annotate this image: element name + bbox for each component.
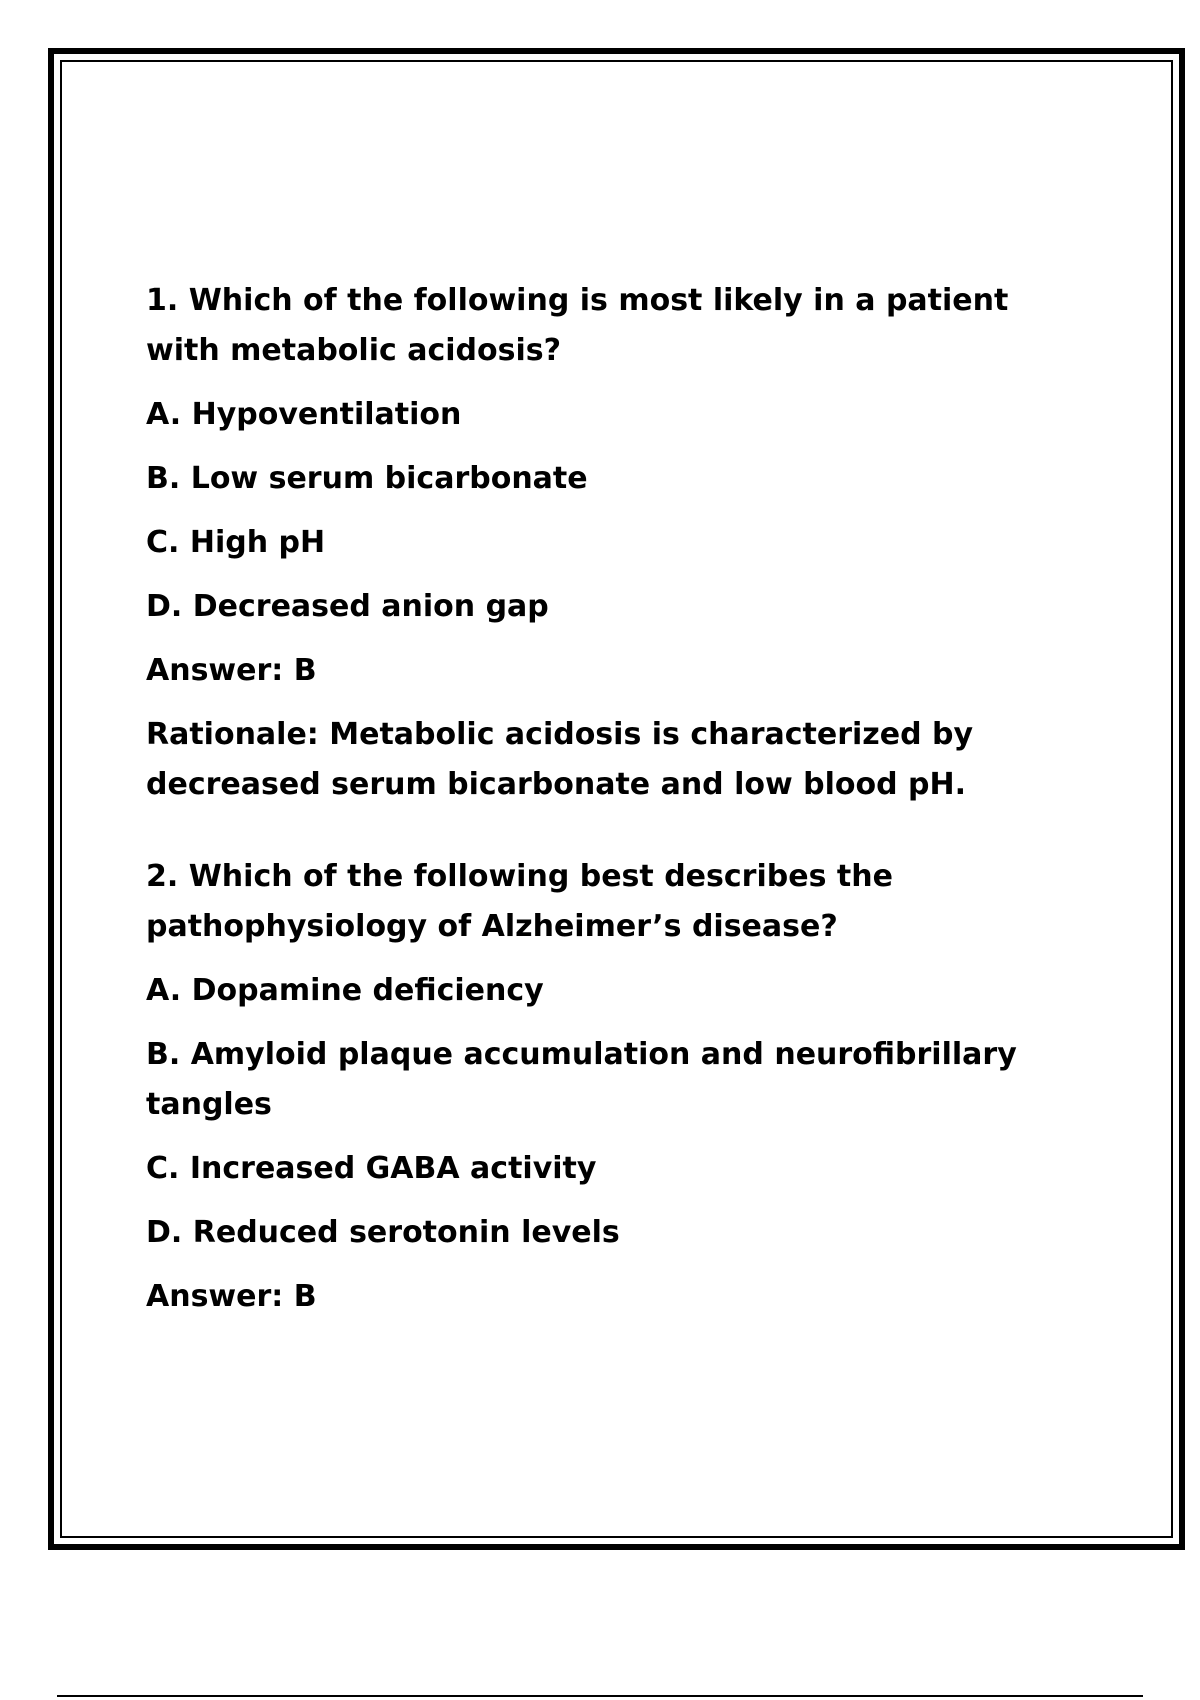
- rationale-text: Rationale: Metabolic acidosis is characterized by decreased serum bicarbonate and low blood pH.: [146, 717, 974, 802]
- option-c: C. Increased GABA activity: [146, 1151, 597, 1186]
- option-b: B. Amyloid plaque accumulation and neurofibrillary tangles: [146, 1037, 1017, 1122]
- question-block: [146, 276, 1076, 810]
- option-b: B. Low serum bicarbonate: [146, 461, 588, 496]
- answer-line: Answer: B: [146, 653, 317, 688]
- document-content: [146, 276, 1076, 1336]
- question-prompt: 1. Which of the following is most likely in a patient with metabolic acidosis?: [146, 283, 1009, 368]
- footer-divider: [57, 1695, 1143, 1697]
- option-d: D. Reduced serotonin levels: [146, 1215, 620, 1250]
- question-prompt: 2. Which of the following best describes the pathophysiology of Alzheimer’s disease?: [146, 859, 893, 944]
- question-block: [146, 852, 1076, 1322]
- option-c: C. High pH: [146, 525, 326, 560]
- answer-line: Answer: B: [146, 1279, 317, 1314]
- option-d: D. Decreased anion gap: [146, 589, 549, 624]
- option-a: A. Hypoventilation: [146, 397, 462, 432]
- option-a: A. Dopamine deficiency: [146, 973, 544, 1008]
